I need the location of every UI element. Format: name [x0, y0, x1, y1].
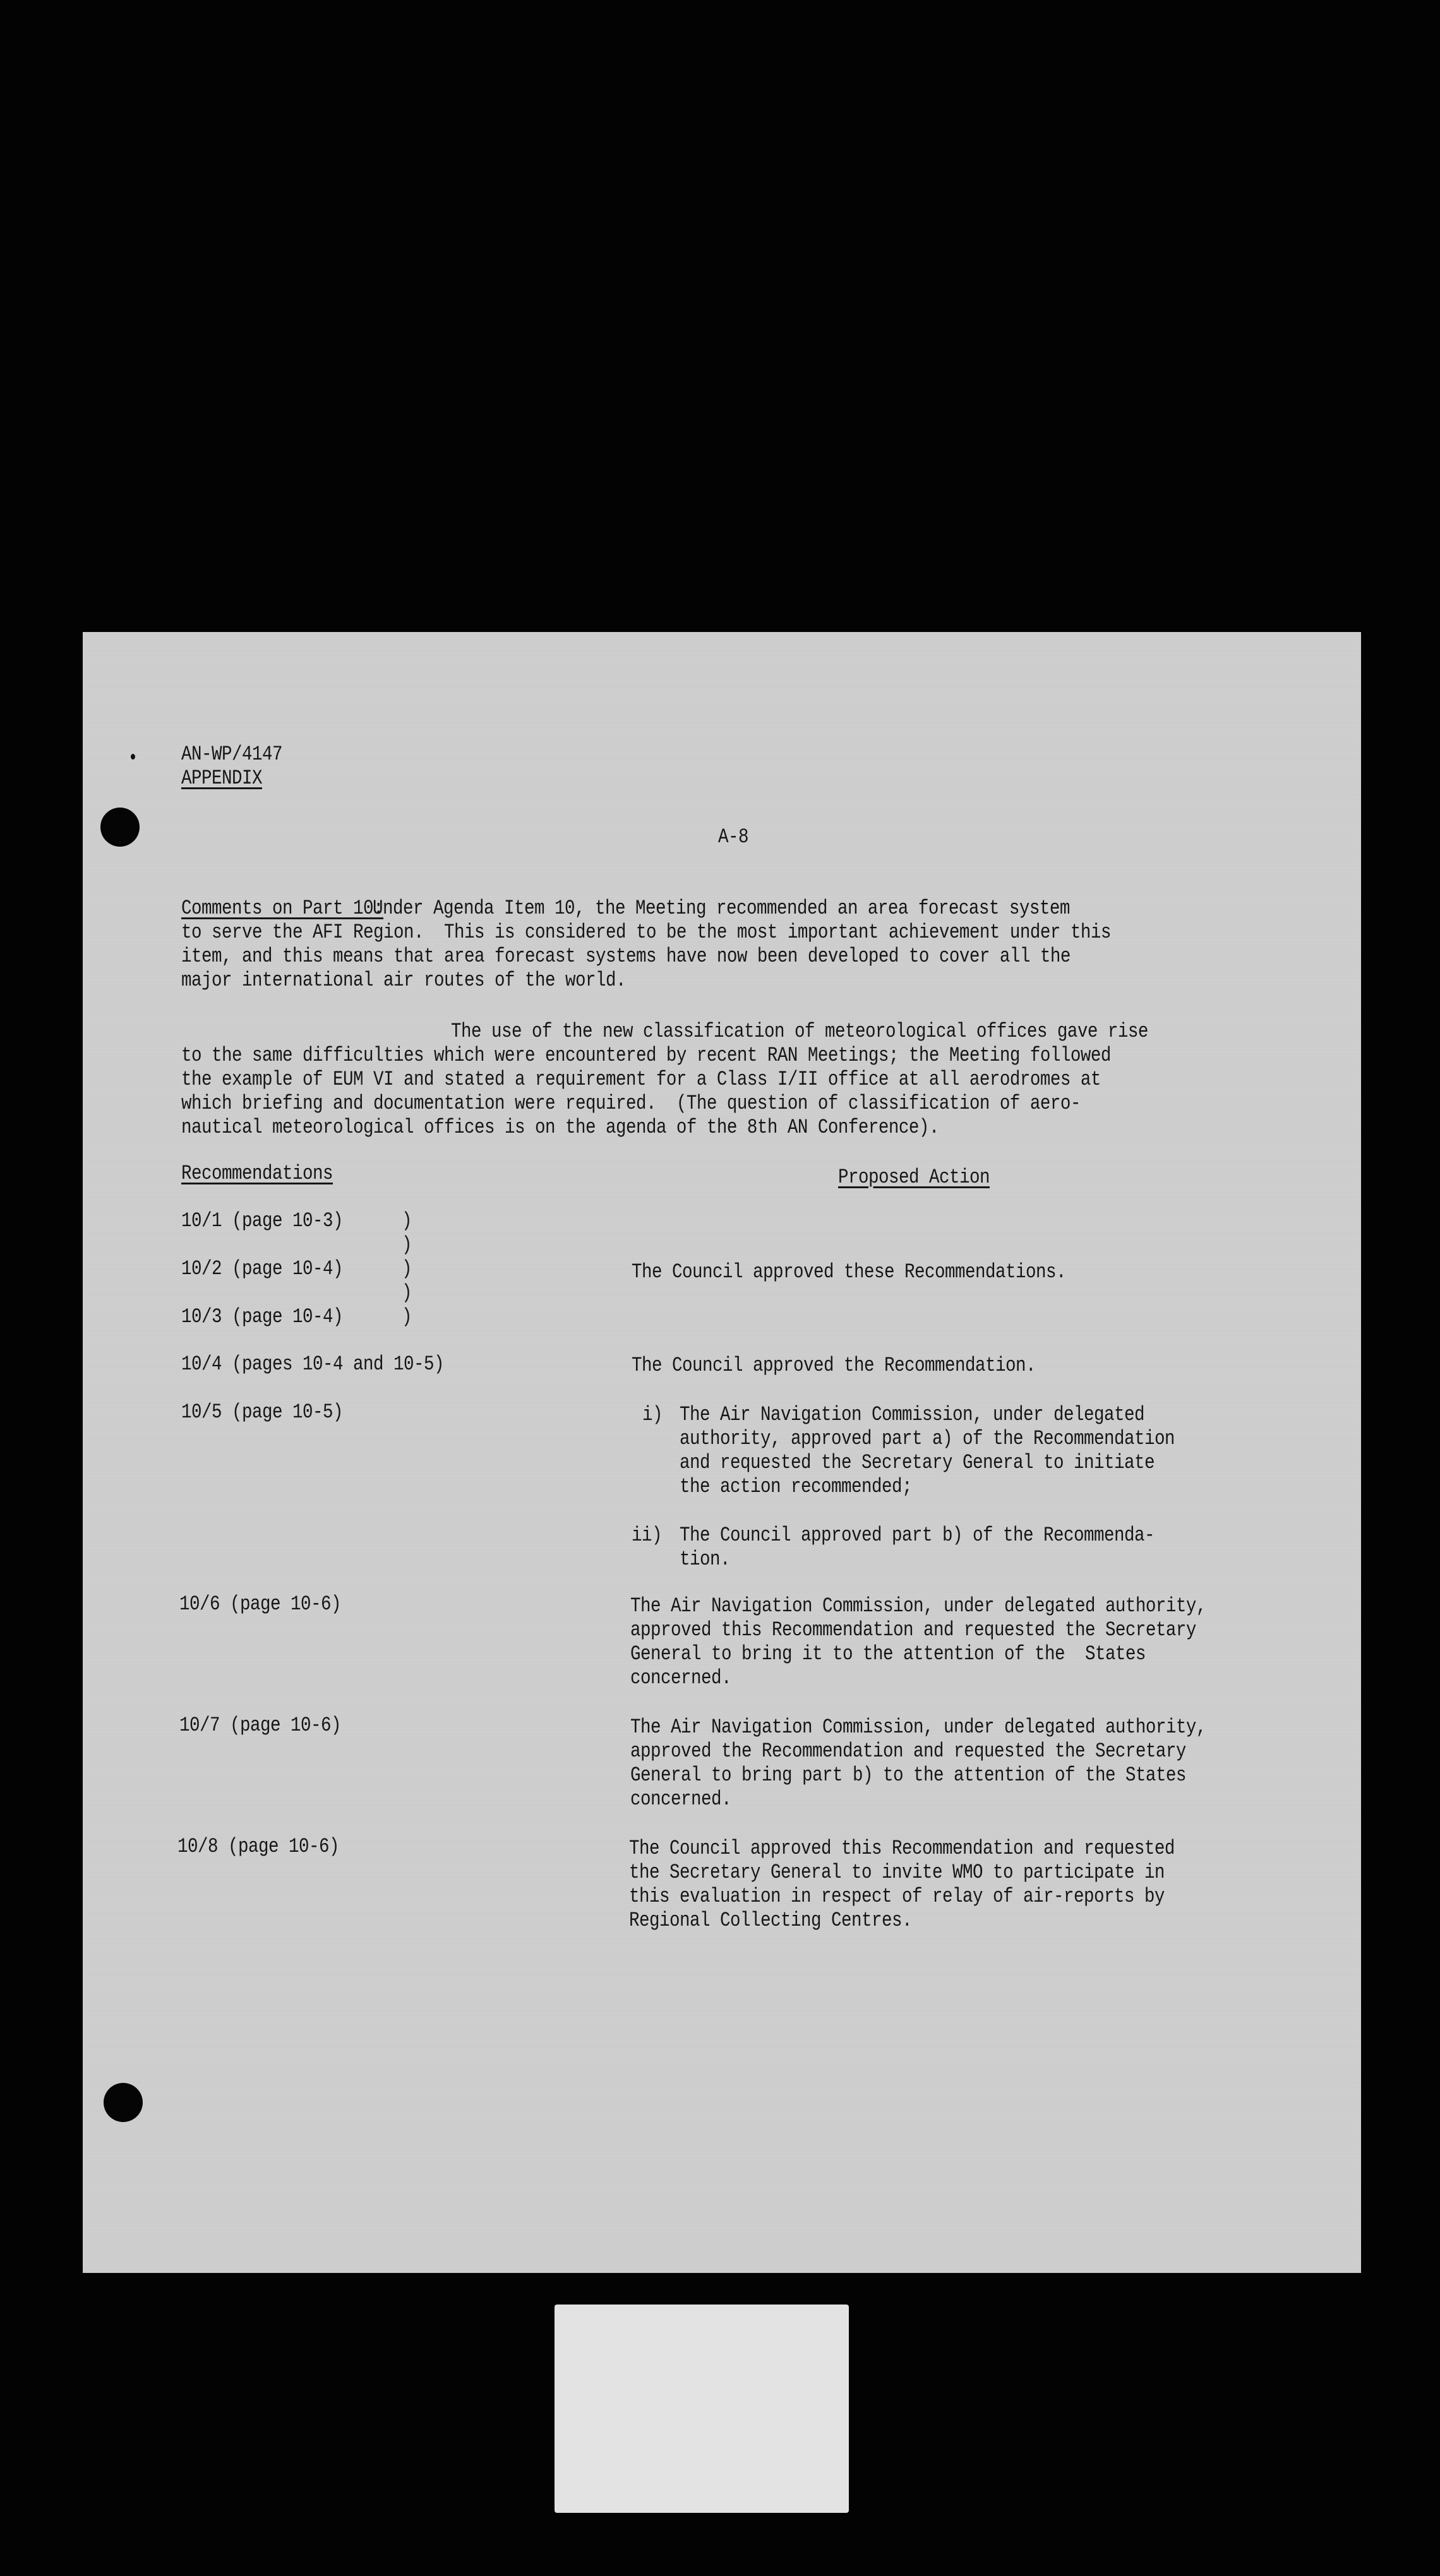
para1-line: to serve the AFI Region. This is considered to be the most important achievement under this [181, 921, 1111, 944]
action-10-7-line: concerned. [630, 1787, 732, 1811]
rec-10-7: 10/7 (page 10-6) [179, 1714, 341, 1737]
para2-line: the example of EUM VI and stated a requirement for a Class I/II office at all aerodromes at [181, 1068, 1101, 1091]
action-10-8-line: the Secretary General to invite WMO to participate in [629, 1861, 1165, 1884]
para1-line: major international air routes of the world. [181, 969, 626, 992]
speck-mark [131, 754, 135, 760]
bracket: ) [402, 1305, 412, 1328]
action-10-8-line: Regional Collecting Centres. [629, 1909, 912, 1932]
rec-10-1: 10/1 (page 10-3) [181, 1209, 343, 1232]
rec-10-4: 10/4 (pages 10-4 and 10-5) [181, 1352, 444, 1376]
action-10-6-line: The Air Navigation Commission, under delegated authority, [630, 1594, 1206, 1618]
action-10-7-line: The Air Navigation Commission, under delegated authority, [630, 1715, 1206, 1739]
action-10-5-i-line: the action recommended; [680, 1475, 912, 1498]
bracket: ) [402, 1257, 412, 1280]
para1-line: item, and this means that area forecast systems have now been developed to cover all the [181, 945, 1071, 968]
punch-hole-bottom [104, 2083, 143, 2122]
document-page [83, 632, 1361, 2273]
action-10-5-i-line: authority, approved part a) of the Recommendation [680, 1427, 1175, 1450]
action-10-6-line: concerned. [630, 1666, 732, 1690]
rec-10-5: 10/5 (page 10-5) [181, 1400, 343, 1424]
bracket: ) [402, 1281, 412, 1304]
rec-10-6: 10/6 (page 10-6) [179, 1592, 341, 1616]
col-heading-proposed-action: Proposed Action [838, 1166, 990, 1189]
rec-10-8: 10/8 (page 10-6) [177, 1835, 339, 1858]
item-marker-ii: ii) [632, 1524, 662, 1547]
action-10-6-line: approved this Recommendation and requested the Secretary [630, 1618, 1196, 1642]
action-10-8-line: The Council approved this Recommendation and requested [629, 1837, 1175, 1860]
para2-line: The use of the new classification of meteorological offices gave rise [451, 1020, 1148, 1043]
rec-10-2: 10/2 (page 10-4) [181, 1257, 343, 1280]
para2-line: nautical meteorological offices is on the agenda of the 8th AN Conference). [181, 1116, 939, 1139]
action-10-1-to-3: The Council approved these Recommendations. [632, 1260, 1066, 1284]
para2-line: to the same difficulties which were encountered by recent RAN Meetings; the Meeting followed [181, 1044, 1111, 1067]
action-10-6-line: General to bring it to the attention of the States [630, 1642, 1146, 1666]
action-10-8-line: this evaluation in respect of relay of air-reports by [629, 1885, 1165, 1908]
rec-10-3: 10/3 (page 10-4) [181, 1305, 343, 1328]
para1-line: Under Agenda Item 10, the Meeting recommended an area forecast system [373, 897, 1070, 920]
para2-line: which briefing and documentation were required. (The question of classification of aero- [181, 1092, 1081, 1115]
action-10-5-ii-line: The Council approved part b) of the Recommenda- [680, 1524, 1155, 1547]
punch-hole-top [100, 808, 140, 847]
blank-target-card [555, 2305, 849, 2513]
bracket: ) [402, 1233, 412, 1256]
action-10-7-line: General to bring part b) to the attention of the States [630, 1763, 1186, 1787]
section-title: APPENDIX [181, 766, 262, 790]
action-10-5-i-line: The Air Navigation Commission, under delegated [680, 1403, 1144, 1426]
action-10-5-ii-line: tion. [680, 1547, 731, 1571]
action-10-4: The Council approved the Recommendation. [632, 1354, 1036, 1377]
action-10-5-i-line: and requested the Secretary General to initiate [680, 1451, 1155, 1474]
item-marker-i: i) [642, 1403, 663, 1426]
action-10-7-line: approved the Recommendation and requested the Secretary [630, 1739, 1186, 1763]
page-label: A-8 [718, 825, 748, 849]
bracket: ) [402, 1209, 412, 1232]
comments-heading: Comments on Part 10: [181, 897, 383, 920]
col-heading-recommendations: Recommendations [181, 1162, 333, 1185]
doc-number: AN-WP/4147 [181, 742, 283, 766]
